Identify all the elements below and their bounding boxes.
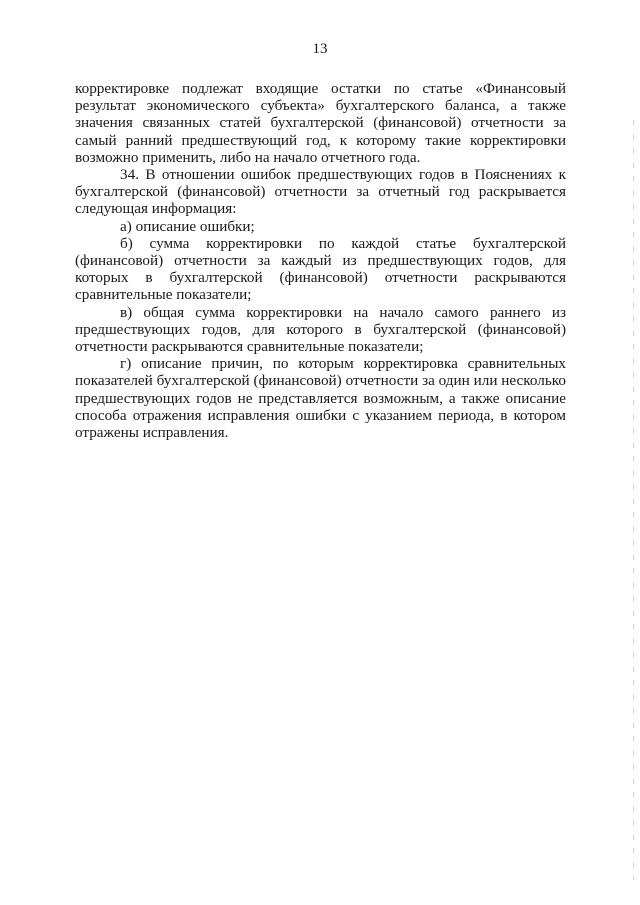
paragraph-continuation: корректировке подлежат входящие остатки по статье «Финансовый результат экономического субъекта» бухгалтерского баланса, а также значения связанных статей бухгалтерской (финансовой) отчетности за самый ранний предшествующий год, к которому такие корректировки возможно применить, либо на начало отчетного года. bbox=[75, 80, 566, 166]
paragraph-item-v: в) общая сумма корректировки на начало самого раннего из предшествующих годов, для которого в бухгалтерской (финансовой) отчетности раскрываются сравнительные показатели; bbox=[75, 303, 566, 356]
document-body bbox=[75, 80, 566, 441]
scan-edge-artifact bbox=[633, 120, 634, 880]
paragraph-item-34: 34. В отношении ошибок предшествующих годов в Пояснениях к бухгалтерской (финансовой) отчетности за отчетный год раскрывается следующая информация: bbox=[75, 166, 566, 218]
paragraph-item-g: г) описание причин, по которым корректировка сравнительных показателей бухгалтерской (финансовой) отчетности за один или несколько предшествующих годов не представляется возможным, а также описание способа отражения исправления ошибки с указанием периода, в котором отражены исправления. bbox=[75, 355, 566, 442]
page-number: 13 bbox=[312, 41, 328, 57]
paragraph-item-a: а) описание ошибки; bbox=[120, 217, 255, 235]
paragraph-item-b: б) сумма корректировки по каждой статье бухгалтерской (финансовой) отчетности за каждый из предшествующих годов, для которых в бухгалтерской (финансовой) отчетности раскрываются сравнительные показатели; bbox=[75, 234, 566, 304]
